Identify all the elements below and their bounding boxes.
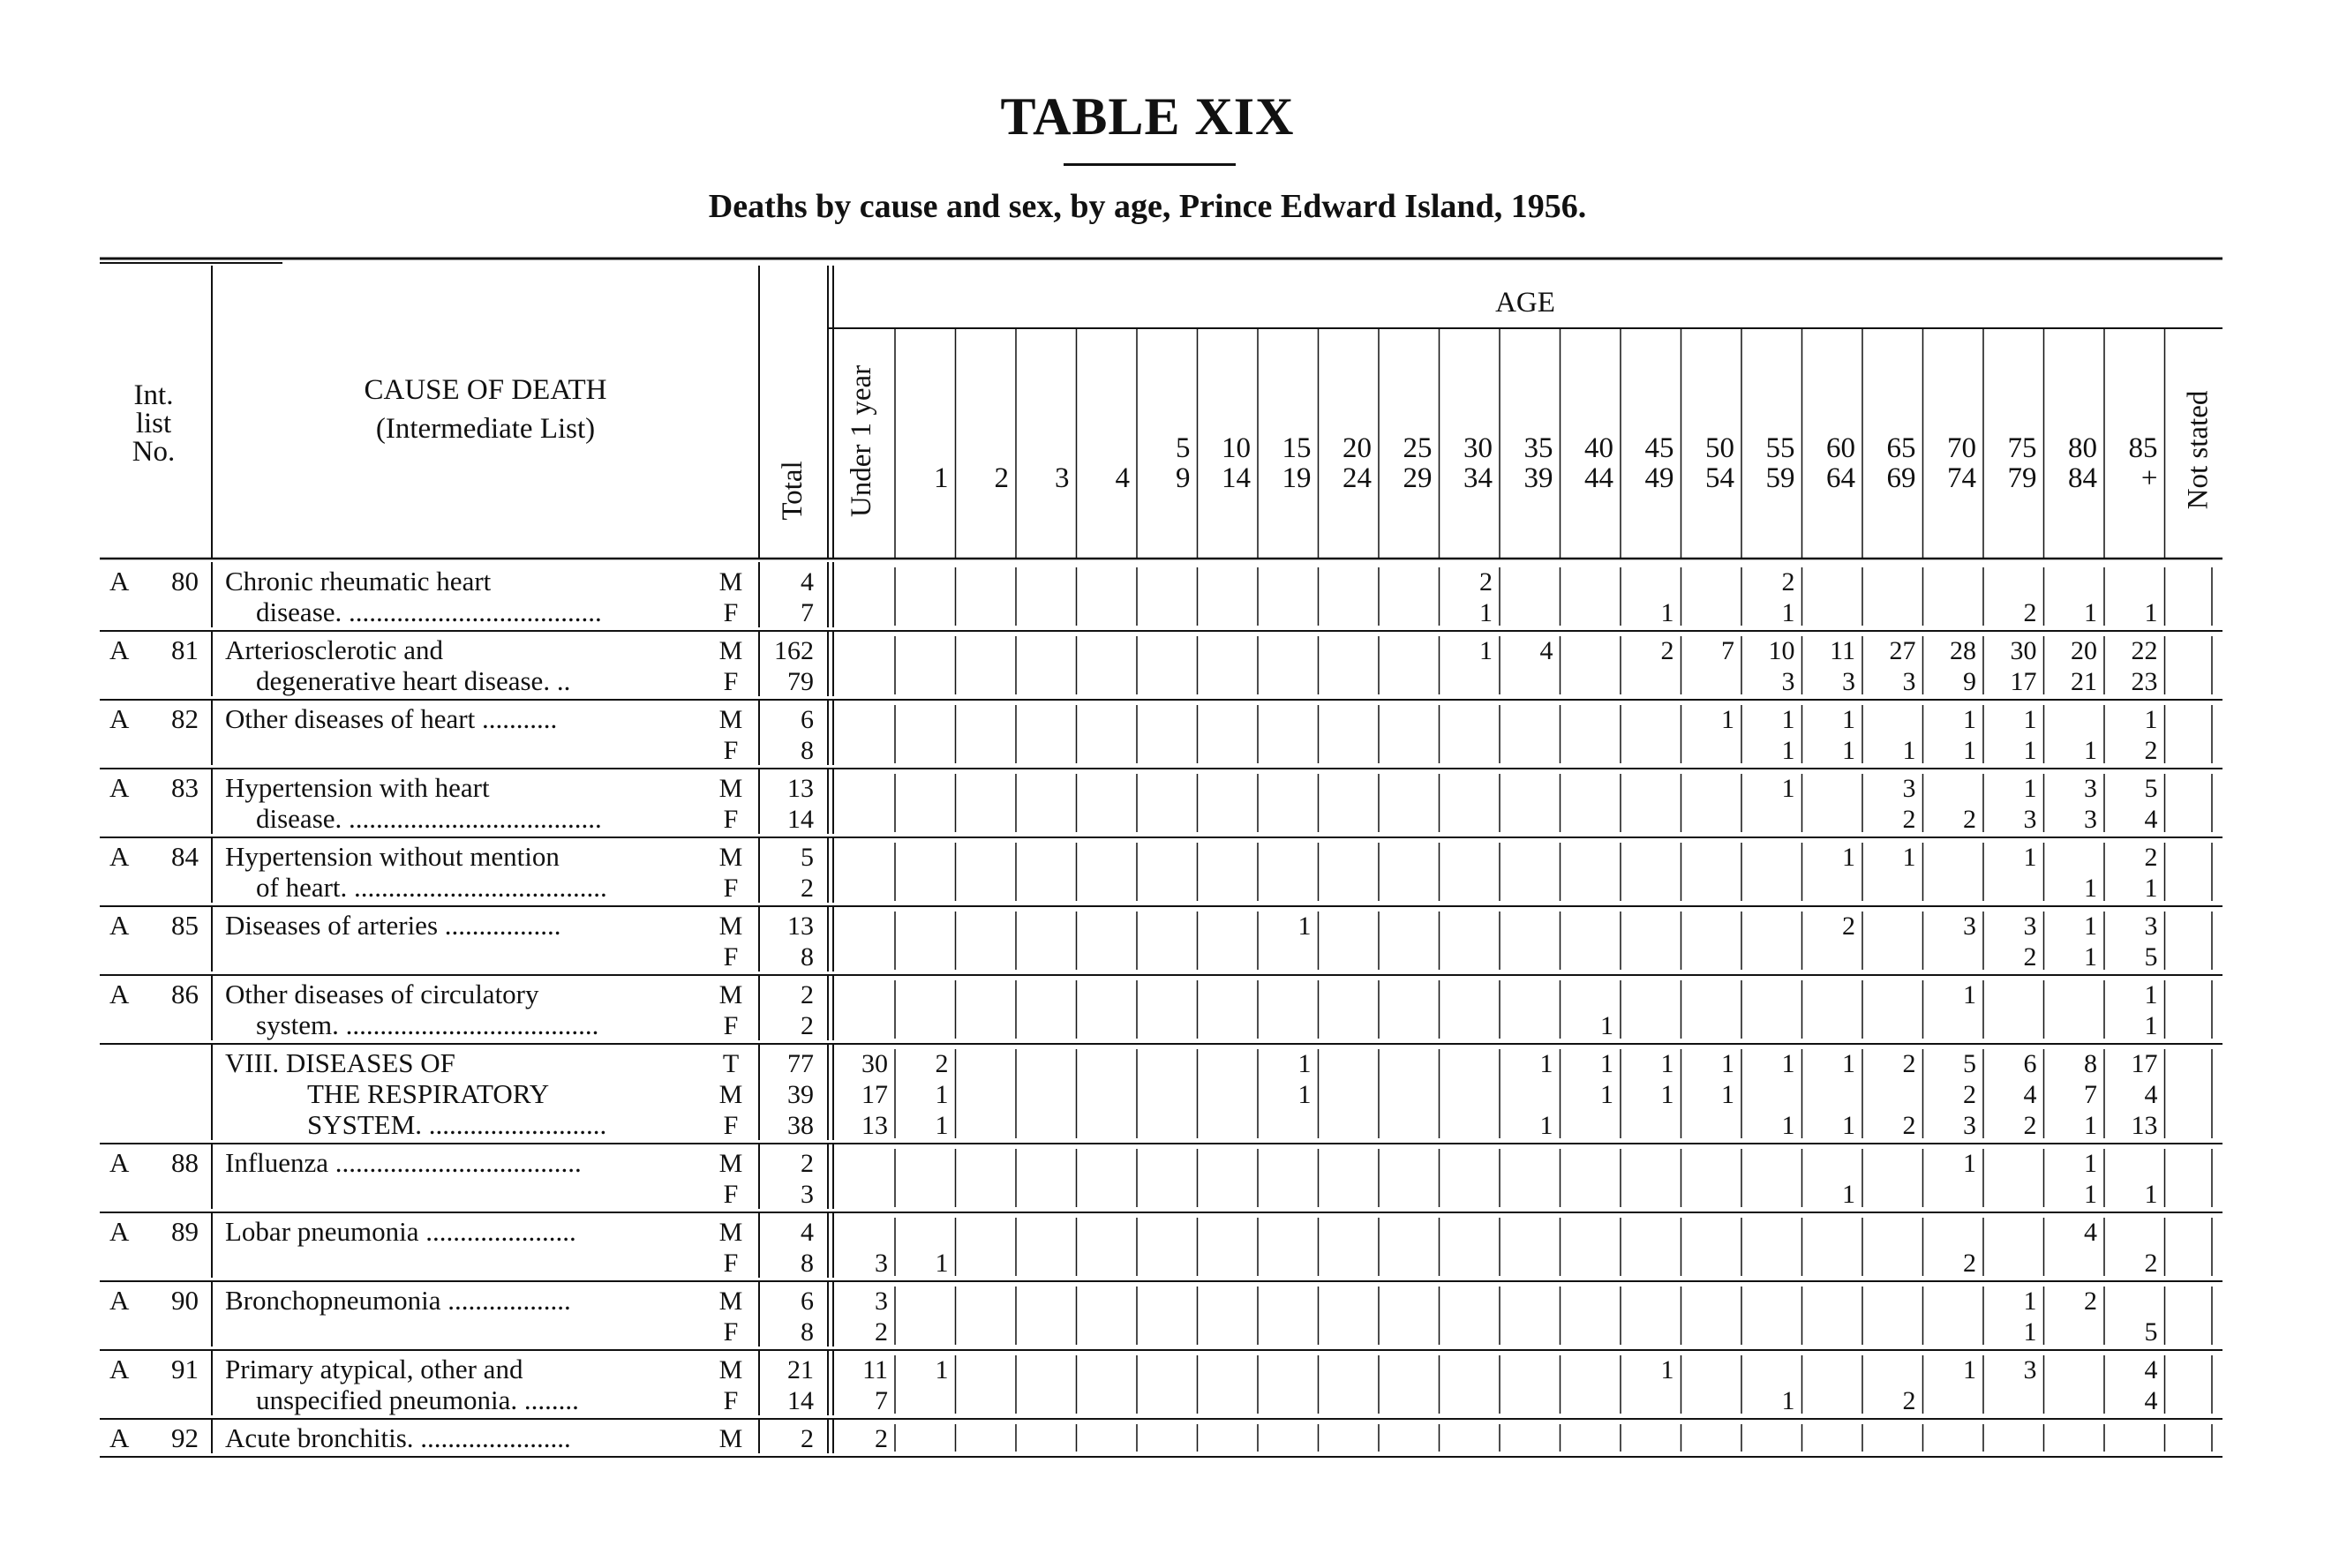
age-col-header: 54 [1705, 462, 1734, 494]
age-value: 2 [1963, 1249, 1976, 1278]
age-value: 3 [1902, 774, 1916, 803]
int-list-number: 81 [171, 634, 199, 665]
age-col-header: 15 [1282, 432, 1312, 464]
sex-code: M [718, 636, 743, 665]
age-value: 30 [2010, 636, 2037, 665]
sex-code: F [723, 736, 739, 765]
total-value: 4 [801, 567, 814, 596]
age-value: 1 [935, 1080, 949, 1109]
age-value: 3 [875, 1249, 888, 1278]
age-value: 1 [2144, 598, 2158, 627]
cause-text: Lobar pneumonia ...................... [225, 1216, 576, 1247]
age-col-header: 2 [994, 462, 1009, 494]
age-value: 17 [2131, 1049, 2158, 1078]
cause-text: disease. ..................................... [256, 803, 602, 834]
int-list-number: 84 [171, 841, 199, 872]
sex-code: M [718, 980, 743, 1009]
int-list-prefix: A [109, 703, 130, 734]
total-value: 21 [787, 1355, 814, 1384]
age-col-header: 80 [2068, 432, 2097, 464]
age-value: 3 [1963, 912, 1976, 941]
age-value: 2 [1479, 567, 1493, 596]
total-value: 8 [801, 1317, 814, 1347]
age-value: 1 [2023, 843, 2037, 872]
age-value: 5 [2144, 1317, 2158, 1347]
age-value: 1 [1660, 1080, 1674, 1109]
sex-code: F [723, 667, 739, 696]
age-value: 1 [1781, 1386, 1795, 1415]
age-value: 1 [1902, 736, 1916, 765]
sex-code: M [718, 912, 743, 941]
age-col-header: 30 [1463, 432, 1493, 464]
age-value: 3 [2084, 805, 2097, 834]
int-list-number: 88 [171, 1147, 199, 1178]
age-value: 4 [2144, 1386, 2158, 1415]
int-list-prefix: A [109, 566, 130, 596]
cause-header: CAUSE OF DEATH [364, 374, 607, 406]
total-value: 14 [787, 805, 814, 834]
int-list-prefix: A [109, 1422, 130, 1453]
cause-text: Other diseases of circulatory [225, 979, 539, 1009]
total-value: 2 [801, 1424, 814, 1453]
sex-code: F [723, 1317, 739, 1347]
sex-code: F [723, 1249, 739, 1278]
int-list-number: 85 [171, 910, 199, 941]
age-value: 1 [935, 1249, 949, 1278]
age-value: 3 [875, 1287, 888, 1316]
age-value: 3 [2023, 805, 2037, 834]
age-value: 7 [2084, 1080, 2097, 1109]
total-header: Total [777, 461, 808, 521]
age-value: 11 [862, 1355, 888, 1384]
total-value: 5 [801, 843, 814, 872]
int-list-number: 89 [171, 1216, 199, 1247]
total-value: 2 [801, 874, 814, 903]
age-value: 1 [2084, 942, 2097, 972]
age-value: 2 [1963, 805, 1976, 834]
age-value: 1 [2084, 1180, 2097, 1209]
age-value: 1 [1297, 1049, 1312, 1078]
total-value: 7 [801, 598, 814, 627]
age-header: AGE [1495, 287, 1555, 319]
age-col-header: 55 [1765, 432, 1795, 464]
age-value: 1 [1781, 1111, 1795, 1140]
age-value: 1 [1297, 1080, 1312, 1109]
age-value: 2 [1781, 567, 1795, 596]
age-col-header: 79 [2007, 462, 2037, 494]
age-value: 3 [1963, 1111, 1976, 1140]
int-list-prefix: A [109, 1285, 130, 1316]
int-list-prefix: A [109, 634, 130, 665]
age-col-header: 85 [2128, 432, 2158, 464]
sex-code: F [723, 1111, 739, 1140]
age-col-header: 50 [1705, 432, 1734, 464]
int-list-number: 80 [171, 566, 199, 596]
age-value: 1 [1600, 1080, 1613, 1109]
table-subtitle: Deaths by cause and sex, by age, Prince Edward Island, 1956. [708, 188, 1587, 225]
age-col-header: 19 [1282, 462, 1312, 494]
age-col-header: 9 [1176, 462, 1191, 494]
age-value: 30 [861, 1049, 888, 1078]
age-value: 4 [1539, 636, 1553, 665]
total-value: 8 [801, 736, 814, 765]
age-value: 20 [2071, 636, 2097, 665]
age-value: 2 [2144, 736, 2158, 765]
cause-text: THE RESPIRATORY [307, 1078, 550, 1109]
not-stated-header: Not stated [2182, 390, 2215, 510]
sex-code: M [718, 1149, 743, 1178]
total-value: 14 [787, 1386, 814, 1415]
cause-text: Hypertension without mention [225, 841, 560, 872]
age-value: 3 [1902, 667, 1916, 696]
age-value: 3 [2023, 1355, 2037, 1384]
cause-text: Primary atypical, other and [225, 1354, 523, 1384]
age-value: 1 [2084, 874, 2097, 903]
sex-code: M [718, 1355, 743, 1384]
age-col-header: 74 [1947, 462, 1976, 494]
age-value: 1 [2084, 598, 2097, 627]
total-value: 77 [787, 1049, 814, 1078]
age-value: 1 [1660, 598, 1674, 627]
total-value: 13 [787, 774, 814, 803]
age-col-header: 40 [1584, 432, 1613, 464]
age-value: 1 [2144, 980, 2158, 1009]
age-value: 1 [1721, 1080, 1734, 1109]
age-value: 3 [2023, 912, 2037, 941]
age-value: 9 [1963, 667, 1976, 696]
age-value: 6 [2023, 1049, 2037, 1078]
total-value: 38 [787, 1111, 814, 1140]
age-col-header: + [2140, 462, 2158, 494]
age-value: 22 [2131, 636, 2158, 665]
sex-code: M [718, 774, 743, 803]
int-list-prefix: A [109, 979, 130, 1009]
age-value: 1 [1781, 1049, 1795, 1078]
age-col-header: 25 [1403, 432, 1433, 464]
age-col-header: 49 [1644, 462, 1674, 494]
age-value: 3 [2144, 912, 2158, 941]
total-value: 4 [801, 1218, 814, 1247]
int-list-prefix: A [109, 772, 130, 803]
age-value: 2 [2084, 1287, 2097, 1316]
age-value: 2 [1660, 636, 1674, 665]
age-value: 1 [2023, 1317, 2037, 1347]
age-value: 2 [2023, 942, 2037, 972]
age-value: 1 [1660, 1355, 1674, 1384]
age-value: 1 [1600, 1049, 1613, 1078]
age-col-header: 69 [1886, 462, 1916, 494]
age-col-header: 44 [1584, 462, 1613, 494]
cause-text: Arteriosclerotic and [225, 634, 444, 665]
age-col-header: 65 [1886, 432, 1916, 464]
age-value: 1 [2084, 912, 2097, 941]
age-col-header: 24 [1342, 462, 1372, 494]
age-col-header: 60 [1826, 432, 1855, 464]
age-col-header: 59 [1765, 462, 1795, 494]
sex-code: F [723, 598, 739, 627]
age-value: 1 [1721, 705, 1734, 734]
cause-text: Chronic rheumatic heart [225, 566, 492, 596]
age-value: 1 [1842, 1111, 1855, 1140]
total-value: 2 [801, 1149, 814, 1178]
age-value: 5 [1963, 1049, 1976, 1078]
table-title: TABLE XIX [1000, 87, 1295, 146]
age-value: 3 [2084, 774, 2097, 803]
age-value: 5 [2144, 942, 2158, 972]
sex-code: T [722, 1049, 740, 1078]
age-value: 1 [2144, 874, 2158, 903]
age-value: 10 [1768, 636, 1795, 665]
int-list-header: No. [132, 436, 176, 468]
age-value: 11 [1830, 636, 1855, 665]
int-list-number: 83 [171, 772, 199, 803]
age-col-header: 3 [1055, 462, 1070, 494]
total-value: 8 [801, 942, 814, 972]
total-value: 2 [801, 1011, 814, 1040]
age-value: 1 [2144, 705, 2158, 734]
age-col-header: 1 [934, 462, 949, 494]
age-value: 1 [1781, 705, 1795, 734]
age-value: 1 [1600, 1011, 1613, 1040]
cause-text: Diseases of arteries ................. [225, 910, 561, 941]
int-list-prefix: A [109, 1354, 130, 1384]
age-value: 1 [2023, 774, 2037, 803]
age-value: 1 [935, 1111, 949, 1140]
int-list-header: Int. [133, 379, 174, 411]
age-value: 1 [1963, 980, 1976, 1009]
age-value: 1 [1781, 736, 1795, 765]
age-value: 2 [875, 1424, 888, 1453]
age-value: 27 [1889, 636, 1916, 665]
age-value: 3 [1781, 667, 1795, 696]
age-value: 1 [1297, 912, 1312, 941]
cause-text: Influenza .................................... [225, 1147, 582, 1178]
age-value: 2 [1902, 805, 1916, 834]
sex-code: F [723, 805, 739, 834]
age-value: 1 [1842, 843, 1855, 872]
cause-text: Other diseases of heart ........... [225, 703, 558, 734]
cause-header: (Intermediate List) [375, 413, 596, 445]
cause-text: SYSTEM. .......................... [307, 1109, 607, 1140]
age-value: 1 [1660, 1049, 1674, 1078]
age-col-header: 70 [1947, 432, 1976, 464]
age-col-header: 34 [1463, 462, 1493, 494]
age-value: 1 [935, 1355, 949, 1384]
age-value: 1 [2144, 1011, 2158, 1040]
cause-text: VIII. DISEASES OF [225, 1047, 455, 1078]
age-value: 2 [1902, 1386, 1916, 1415]
age-value: 5 [2144, 774, 2158, 803]
age-col-header: 45 [1644, 432, 1674, 464]
cause-text: Acute bronchitis. ...................... [225, 1422, 571, 1453]
total-value: 8 [801, 1249, 814, 1278]
age-value: 1 [1539, 1049, 1553, 1078]
sex-code: F [723, 874, 739, 903]
age-value: 4 [2144, 1355, 2158, 1384]
age-col-header: 84 [2068, 462, 2097, 494]
age-value: 2 [1902, 1111, 1916, 1140]
total-value: 3 [801, 1180, 814, 1209]
age-value: 1 [2023, 1287, 2037, 1316]
cause-text: unspecified pneumonia. ........ [256, 1384, 579, 1415]
int-list-number: 91 [171, 1354, 199, 1384]
age-value: 2 [935, 1049, 949, 1078]
age-value: 1 [1963, 705, 1976, 734]
age-col-header: 35 [1523, 432, 1553, 464]
age-value: 1 [1781, 774, 1795, 803]
int-list-prefix: A [109, 910, 130, 941]
age-value: 1 [1963, 1355, 1976, 1384]
int-list-number: 92 [171, 1422, 199, 1453]
cause-text: of heart. ..................................... [256, 872, 607, 903]
age-col-header: 75 [2007, 432, 2037, 464]
age-value: 13 [2131, 1111, 2158, 1140]
cause-text: disease. ..................................... [256, 596, 602, 627]
age-col-header: 29 [1403, 462, 1433, 494]
int-list-number: 82 [171, 703, 199, 734]
int-list-prefix: A [109, 841, 130, 872]
age-value: 1 [1842, 1049, 1855, 1078]
cause-text: system. ..................................... [256, 1009, 599, 1040]
age-value: 23 [2131, 667, 2158, 696]
age-value: 1 [1479, 636, 1493, 665]
age-value: 4 [2144, 805, 2158, 834]
age-value: 1 [1963, 736, 1976, 765]
total-value: 39 [787, 1080, 814, 1109]
total-value: 6 [801, 705, 814, 734]
age-value: 21 [2071, 667, 2097, 696]
int-list-prefix: A [109, 1216, 130, 1247]
age-value: 2 [1842, 912, 1855, 941]
sex-code: F [723, 942, 739, 972]
age-value: 1 [2084, 736, 2097, 765]
age-col-header: 39 [1523, 462, 1553, 494]
age-value: 2 [875, 1317, 888, 1347]
total-value: 6 [801, 1287, 814, 1316]
sex-code: M [718, 1424, 743, 1453]
age-col-header: 64 [1826, 462, 1855, 494]
age-value: 8 [2084, 1049, 2097, 1078]
sex-code: M [718, 1287, 743, 1316]
cause-text: Hypertension with heart [225, 772, 490, 803]
age-col-header: 10 [1222, 432, 1251, 464]
age-value: 1 [1479, 598, 1493, 627]
age-value: 1 [1842, 736, 1855, 765]
age-value: 1 [2084, 1149, 2097, 1178]
age-value: 4 [2084, 1218, 2097, 1247]
age-value: 1 [1842, 705, 1855, 734]
age-value: 1 [1539, 1111, 1553, 1140]
age-value: 1 [1902, 843, 1916, 872]
age-value: 1 [2023, 736, 2037, 765]
age-value: 1 [2084, 1111, 2097, 1140]
age-value: 2 [2023, 598, 2037, 627]
total-value: 162 [774, 636, 814, 665]
int-list-number: 86 [171, 979, 199, 1009]
age-value: 2 [2144, 843, 2158, 872]
age-value: 1 [2023, 705, 2037, 734]
age-value: 1 [1842, 1180, 1855, 1209]
cause-text: degenerative heart disease. .. [256, 665, 571, 696]
age-value: 2 [2023, 1111, 2037, 1140]
sex-code: M [718, 843, 743, 872]
cause-text: Bronchopneumonia .................. [225, 1285, 571, 1316]
sex-code: M [718, 705, 743, 734]
age-value: 17 [861, 1080, 888, 1109]
total-value: 13 [787, 912, 814, 941]
age-col-header: 4 [1115, 462, 1130, 494]
age-col-header: 5 [1176, 432, 1191, 464]
age-col-header: Under 1 year [846, 364, 877, 518]
int-list-prefix: A [109, 1147, 130, 1178]
int-list-header: list [135, 408, 172, 439]
age-value: 7 [875, 1386, 888, 1415]
age-value: 3 [1842, 667, 1855, 696]
age-value: 2 [1963, 1080, 1976, 1109]
age-value: 17 [2010, 667, 2037, 696]
age-value: 4 [2144, 1080, 2158, 1109]
int-list-number: 90 [171, 1285, 199, 1316]
age-value: 7 [1721, 636, 1734, 665]
age-value: 28 [1950, 636, 1976, 665]
age-value: 1 [1781, 598, 1795, 627]
sex-code: F [723, 1180, 739, 1209]
sex-code: F [723, 1386, 739, 1415]
age-value: 13 [861, 1111, 888, 1140]
age-value: 2 [1902, 1049, 1916, 1078]
total-value: 2 [801, 980, 814, 1009]
age-col-header: 20 [1342, 432, 1372, 464]
age-value: 1 [2144, 1180, 2158, 1209]
age-col-header: 14 [1222, 462, 1251, 494]
sex-code: M [718, 567, 743, 596]
age-value: 4 [2023, 1080, 2037, 1109]
age-value: 2 [2144, 1249, 2158, 1278]
age-value: 1 [1721, 1049, 1734, 1078]
sex-code: F [723, 1011, 739, 1040]
sex-code: M [718, 1218, 743, 1247]
sex-code: M [718, 1080, 743, 1109]
age-value: 1 [1963, 1149, 1976, 1178]
total-value: 79 [787, 667, 814, 696]
